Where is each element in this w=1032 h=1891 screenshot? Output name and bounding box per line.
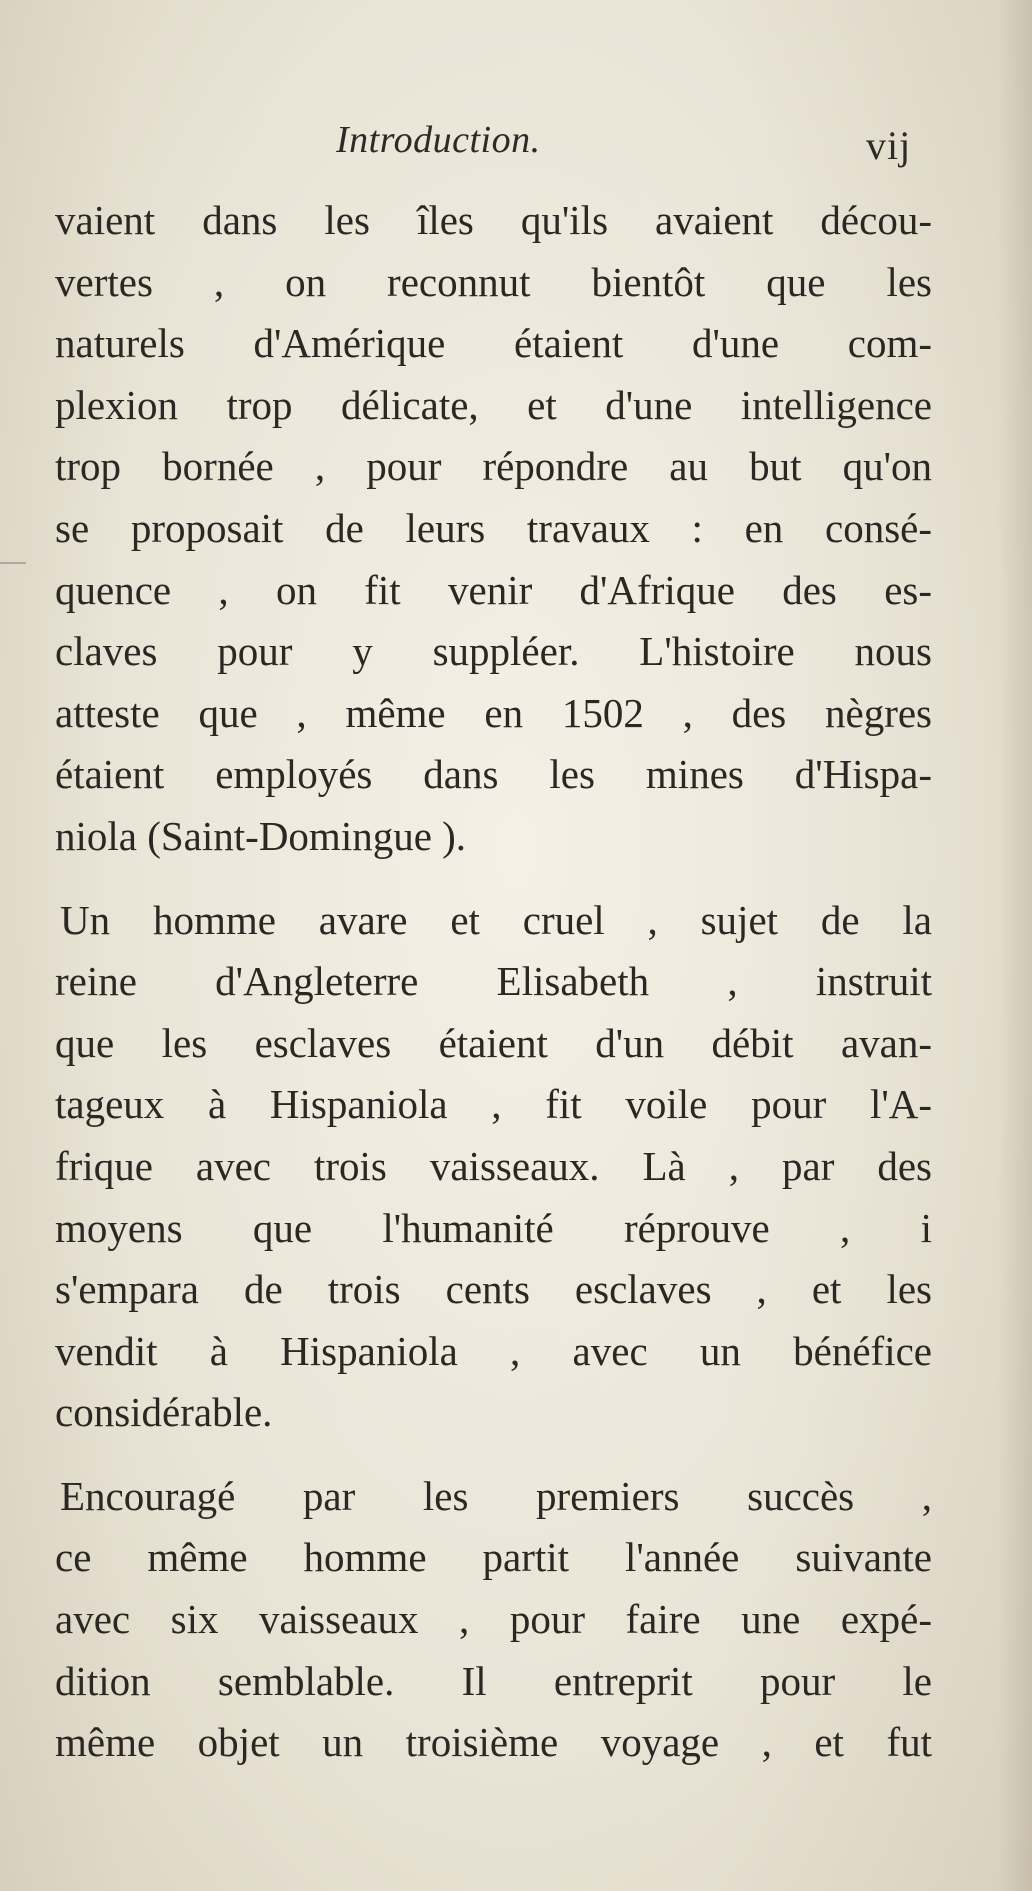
text-line: s'empara de trois cents esclaves , et les [55, 1266, 932, 1313]
text-line: vendit à Hispaniola , avec un bénéfice [55, 1327, 932, 1374]
text-line: niola (Saint-Domingue ). [55, 812, 467, 859]
text-line: considérable. [55, 1389, 273, 1436]
paragraph-3 [55, 1466, 932, 1774]
text-line: même objet un troisième voyage , et fut [55, 1719, 932, 1766]
text-line: moyens que l'humanité réprouve , i [55, 1204, 932, 1251]
text-line: reine d'Angleterre Elisabeth , instruit [55, 958, 932, 1005]
page-header [0, 118, 1032, 178]
text-line: atteste que , même en 1502 , des nègres [55, 689, 932, 736]
text-line: plexion trop délicate, et d'une intelligence [55, 381, 932, 428]
text-line: claves pour y suppléer. L'histoire nous [55, 628, 932, 675]
margin-mark [0, 562, 26, 564]
paragraph-gap [55, 868, 932, 890]
text-line: Un homme avare et cruel , sujet de la [60, 896, 932, 943]
paragraph-1 [55, 190, 932, 868]
text-line: vaient dans les îles qu'ils avaient décou- [55, 197, 932, 243]
page-edge-shadow [998, 0, 1032, 1891]
paragraph-gap [55, 1444, 932, 1466]
text-line: étaient employés dans les mines d'Hispa- [55, 751, 932, 798]
text-line: se proposait de leurs travaux : en consé- [55, 504, 932, 551]
text-line: que les esclaves étaient d'un débit avan- [55, 1019, 932, 1066]
body-text [55, 190, 932, 1774]
text-line: quence , on fit venir d'Afrique des es- [55, 566, 932, 613]
text-line: avec six vaisseaux , pour faire une expé- [55, 1596, 932, 1643]
text-line: dition semblable. Il entreprit pour le [55, 1657, 932, 1704]
page-number: vij [866, 123, 912, 168]
text-line: vertes , on reconnut bientôt que les [55, 258, 932, 305]
text-line: ce même homme partit l'année suivante [55, 1534, 932, 1581]
text-line: frique avec trois vaisseaux. Là , par des [55, 1142, 932, 1189]
paragraph-2 [55, 890, 932, 1444]
text-line: tageux à Hispaniola , fit voile pour l'A- [55, 1081, 932, 1128]
text-line: Encouragé par les premiers succès , [60, 1472, 932, 1519]
text-line: trop bornée , pour répondre au but qu'on [55, 443, 932, 490]
running-title: Introduction. [336, 119, 541, 161]
text-line: naturels d'Amérique étaient d'une com- [55, 320, 932, 367]
